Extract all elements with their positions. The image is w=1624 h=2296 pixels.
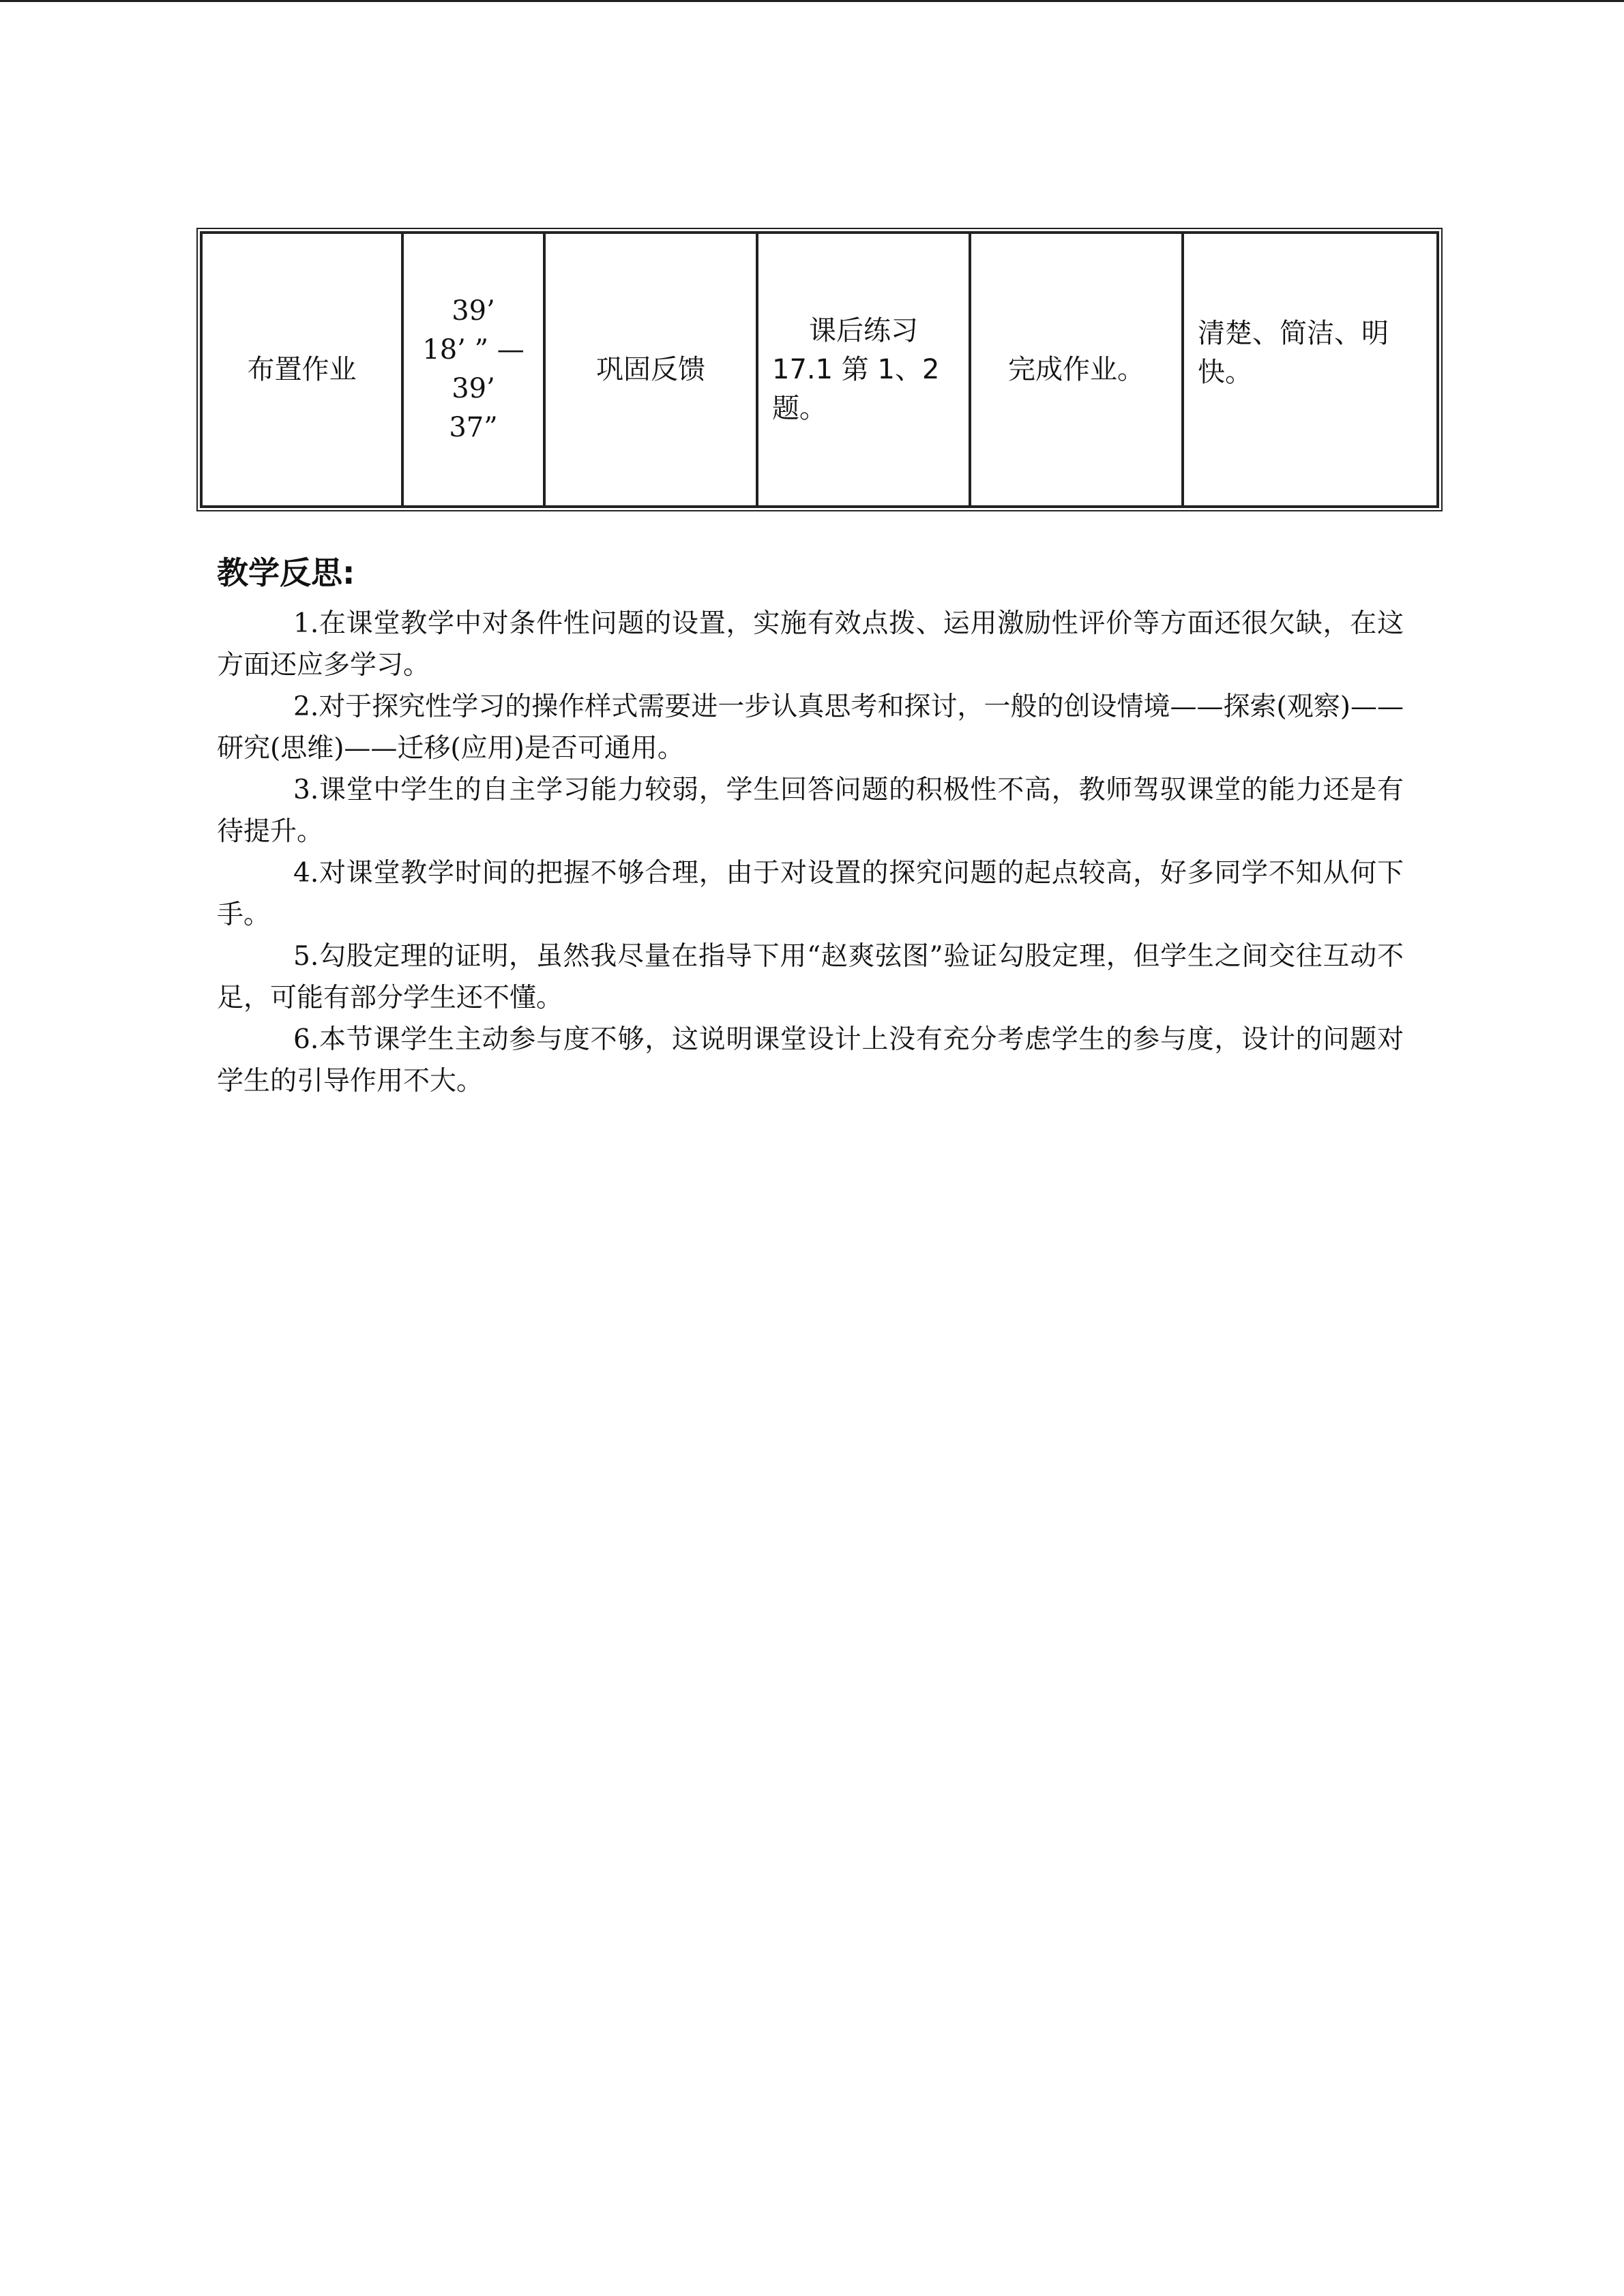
teacher-activity-line: 课后练习 bbox=[809, 314, 918, 346]
purpose-cell: 巩固反馈 bbox=[544, 233, 757, 507]
teacher-activity-line: 17.1 第 1、2 bbox=[772, 353, 940, 385]
teacher-activity-cell bbox=[757, 233, 970, 507]
time-line: 39’ bbox=[452, 373, 495, 404]
time-line: 18’ ” — bbox=[422, 334, 525, 366]
stage-cell: 布置作业 bbox=[201, 233, 402, 507]
reflection-title: 教学反思: bbox=[217, 554, 355, 591]
teaching-reflection-section bbox=[217, 551, 1404, 1102]
reflection-paragraph: 4.对课堂教学时间的把握不够合理，由于对设置的探究问题的起点较高，好多同学不知从何下手。 bbox=[217, 858, 1404, 930]
reflection-paragraph: 3.课堂中学生的自主学习能力较弱，学生回答问题的积极性不高，教师驾驭课堂的能力还是有待提升。 bbox=[217, 775, 1404, 847]
page-top-border bbox=[0, 0, 1624, 2]
design-intent-cell: 清楚、简洁、明快。 bbox=[1183, 233, 1438, 507]
lesson-plan-table bbox=[200, 231, 1439, 508]
time-line: 39’ bbox=[452, 295, 495, 327]
reflection-paragraph: 5.勾股定理的证明，虽然我尽量在指导下用“赵爽弦图”验证勾股定理，但学生之间交往互动不足，可能有部分学生还不懂。 bbox=[217, 941, 1404, 1013]
reflection-paragraph: 2.对于探究性学习的操作样式需要进一步认真思考和探讨，一般的创设情境——探索(观察)——研究(思维)——迁移(应用)是否可通用。 bbox=[217, 691, 1404, 764]
reflection-paragraph: 1.在课堂教学中对条件性问题的设置，实施有效点拨、运用激励性评价等方面还很欠缺，在这方面还应多学习。 bbox=[217, 608, 1404, 681]
student-activity-cell: 完成作业。 bbox=[970, 233, 1183, 507]
time-cell bbox=[402, 233, 544, 507]
teacher-activity-line: 题。 bbox=[772, 392, 827, 424]
reflection-paragraph: 6.本节课学生主动参与度不够，这说明课堂设计上没有充分考虑学生的参与度，设计的问题对学生的引导作用不大。 bbox=[217, 1024, 1404, 1097]
time-line: 37” bbox=[449, 412, 498, 443]
table-row bbox=[201, 233, 1438, 507]
